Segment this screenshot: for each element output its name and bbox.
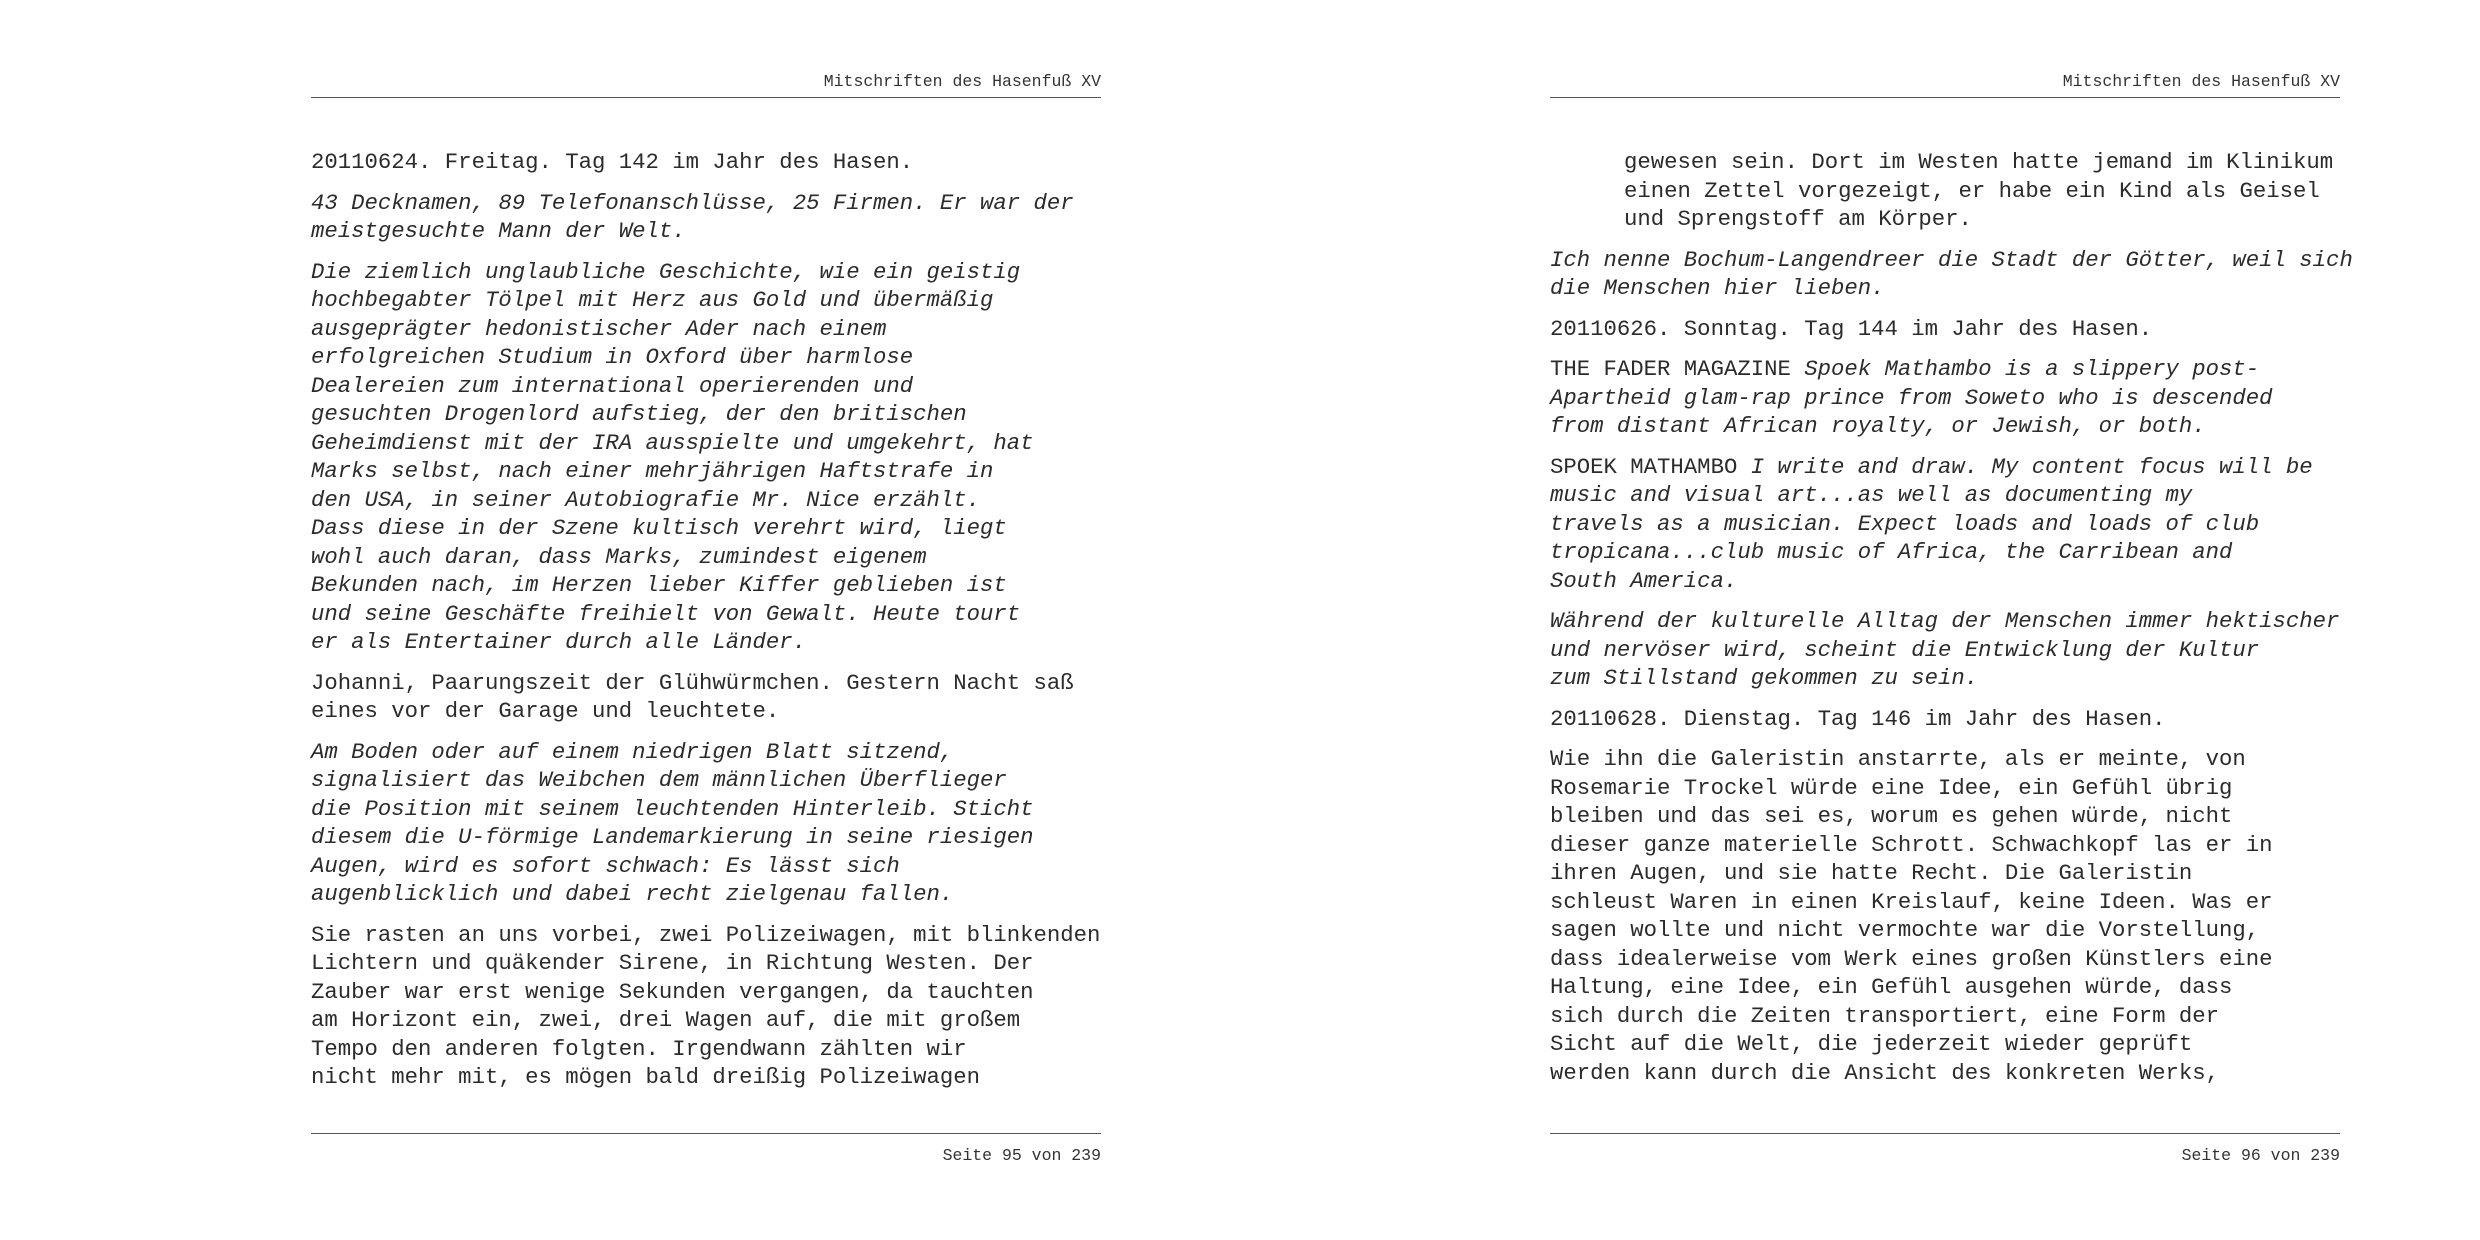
page-number: Seite 96 von 239 <box>2181 1146 2340 1165</box>
page-number: Seite 95 von 239 <box>942 1146 1101 1165</box>
quote-paragraph: Am Boden oder auf einem niedrigen Blatt sitzend, signalisiert das Weibchen dem männlichen Überflieger die Position mit seinem leuchtenden Hinterleib. Sticht diesem die U-förmige Landemarkierung in seine riesigen Augen, wird es sofort schwach: Es lässt sich augenblicklich und dabei recht zielgenau fallen. <box>311 738 1034 907</box>
page-body <box>311 148 1111 1104</box>
quote-paragraph: 43 Decknamen, 89 Telefonanschlüsse, 25 Firmen. Er war der meistgesuchte Mann der Welt. <box>311 189 1074 244</box>
text-paragraph: Sie rasten an uns vorbei, zwei Polizeiwagen, mit blinkenden Lichtern und quäkender Sirene, in Richtung Westen. Der Zauber war erst wenige Sekunden vergangen, da tauchten am Horizont ein, zwei, drei Wagen auf, die mit großem Tempo den anderen folgten. Irgendwann zählten wir nicht mehr mit, es mögen bald dreißig Polizeiwagen <box>311 921 1101 1090</box>
attributed-quote: SPOEK MATHAMBO I write and draw. My content focus will be music and visual art...as well as documenting my travels as a musician. Expect loads and loads of club tropicana...club music of Africa, the Carribean and South America. <box>1550 453 2313 594</box>
running-header: Mitschriften des Hasenfuß XV <box>2062 72 2340 91</box>
diary-entry-date: 20110626. Sonntag. Tag 144 im Jahr des Hasen. <box>1550 315 2153 342</box>
left-page <box>311 0 1101 1240</box>
footer-rule <box>311 1133 1101 1134</box>
text-paragraph: Johanni, Paarungszeit der Glühwürmchen. Gestern Nacht saß eines vor der Garage und leuchtete. <box>311 669 1074 724</box>
quote-paragraph: Die ziemlich unglaubliche Geschichte, wie ein geistig hochbegabter Tölpel mit Herz aus Gold und übermäßig ausgeprägter hedonistischer Ader nach einem erfolgreichen Studium in Oxford über harmlose Dealereien zum international operierenden und gesuchten Drogenlord aufstieg, der den britischen Geheimdienst mit der IRA ausspielte und umgekehrt, hat Marks selbst, nach einer mehrjährigen Haftstrafe in den USA, in seiner Autobiografie Mr. Nice erzählt. Dass diese in der Szene kultisch verehrt wird, liegt wohl auch daran, dass Marks, zumindest eigenem Bekunden nach, im Herzen lieber Kiffer geblieben ist und seine Geschäfte freihielt von Gewalt. Heute tourt er als Entertainer durch alle Länder. <box>311 258 1034 655</box>
quote-paragraph: Ich nenne Bochum-Langendreer die Stadt der Götter, weil sich die Menschen hier lieben. <box>1550 246 2353 301</box>
header-rule <box>311 97 1101 98</box>
diary-entry-date: 20110628. Dienstag. Tag 146 im Jahr des Hasen. <box>1550 705 2166 732</box>
diary-entry-date: 20110624. Freitag. Tag 142 im Jahr des Hasen. <box>311 149 914 175</box>
running-header: Mitschriften des Hasenfuß XV <box>823 72 1101 91</box>
quote-paragraph: Während der kulturelle Alltag der Menschen immer hektischer und nervöser wird, scheint die Entwicklung der Kultur zum Stillstand gekommen zu sein. <box>1550 608 2340 691</box>
page-body <box>1550 148 2353 1099</box>
header-rule <box>1550 97 2340 98</box>
right-page <box>1550 0 2353 1240</box>
continued-paragraph: gewesen sein. Dort im Westen hatte jemand im Klinikum einen Zettel vorgezeigt, er habe ein Kind als Geisel und Sprengstoff am Körper. <box>1624 149 2334 232</box>
quote-source: THE FADER MAGAZINE <box>1550 356 1791 382</box>
quote-source: SPOEK MATHAMBO <box>1550 453 1738 480</box>
text-paragraph: Wie ihn die Galeristin anstarrte, als er meinte, von Rosemarie Trockel würde eine Idee, ein Gefühl übrig bleiben und das sei es, worum es gehen würde, nicht dieser ganze materielle Schrott. Schwachkopf las er in ihren Augen, und sie hatte Recht. Die Galeristin schleust Waren in einen Kreislauf, keine Ideen. Was er sagen wollte und nicht vermochte war die Vorstellung, dass idealerweise vom Werk eines großen Künstlers eine Haltung, eine Idee, ein Gefühl ausgehen würde, dass sich durch die Zeiten transportiert, eine Form der Sicht auf die Welt, die jederzeit wieder geprüft werden kann durch die Ansicht des konkreten Werks, <box>1550 746 2273 1086</box>
attributed-quote: THE FADER MAGAZINE Spoek Mathambo is a slippery post- Apartheid glam-rap prince from Soweto who is descended from distant African royalty, or Jewish, or both. <box>1550 356 2273 439</box>
footer-rule <box>1550 1133 2340 1134</box>
